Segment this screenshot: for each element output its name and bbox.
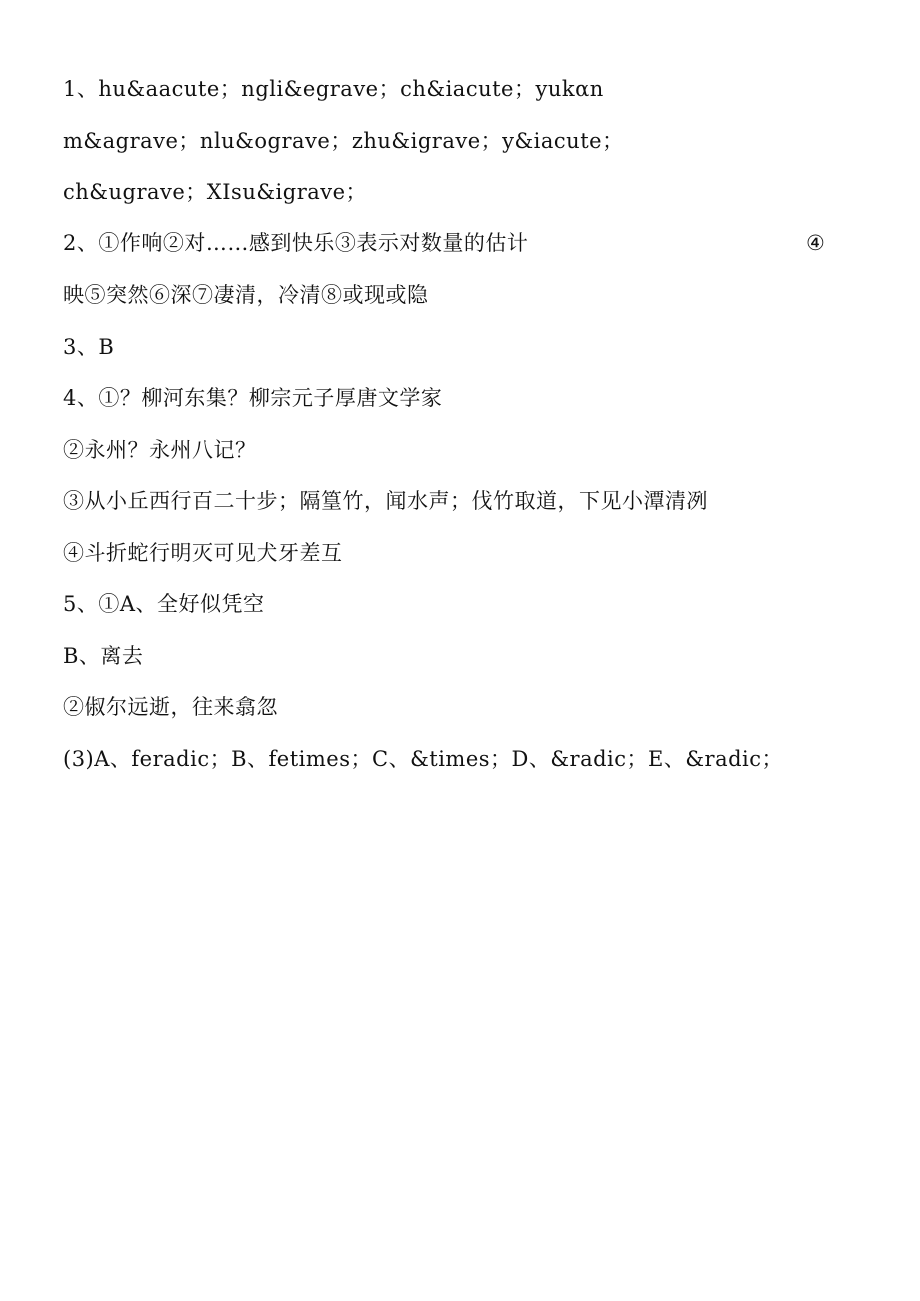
answer-line-2-b: 映⑤突然⑥深⑦凄清，冷清⑧或现或隐: [63, 283, 429, 307]
answer-line-2-a: 2、①作响②对……感到快乐③表示对数量的估计: [63, 231, 529, 255]
answer-line-5-a: 5、①A、全好似凭空: [63, 592, 265, 616]
answer-line-4-c: ③从小丘西行百二十步；隔篁竹，闻水声；伐竹取道，下见小潭清冽: [63, 489, 708, 513]
answer-line-3: 3、B: [63, 335, 115, 359]
answer-line-5-b: B、离去: [63, 644, 144, 668]
answer-line-4-d: ④斗折蛇行明灭可见犬牙差互: [63, 541, 343, 565]
answer-line-4-b: ②永州？永州八记？: [63, 438, 257, 462]
answer-line-1-pinyin-a: 1、hu&aacute；ngli&egrave；ch&iacute；yukαn: [63, 77, 604, 101]
answer-line-5-c: ②俶尔远逝，往来翕忽: [63, 695, 278, 719]
answer-line-2-marker: ④: [806, 231, 826, 255]
answer-line-1-pinyin-c: ch&ugrave；XIsu&igrave；: [63, 180, 368, 204]
answer-line-5-d: (3)A、feradic；B、fetimes；C、&times；D、&radic；E、&radic；: [63, 747, 784, 771]
answer-line-1-pinyin-b: m&agrave；nlu&ograve；zhu&igrave；y&iacute；: [63, 129, 624, 153]
answer-line-4-a: 4、①？柳河东集？柳宗元子厚唐文学家: [63, 386, 443, 410]
